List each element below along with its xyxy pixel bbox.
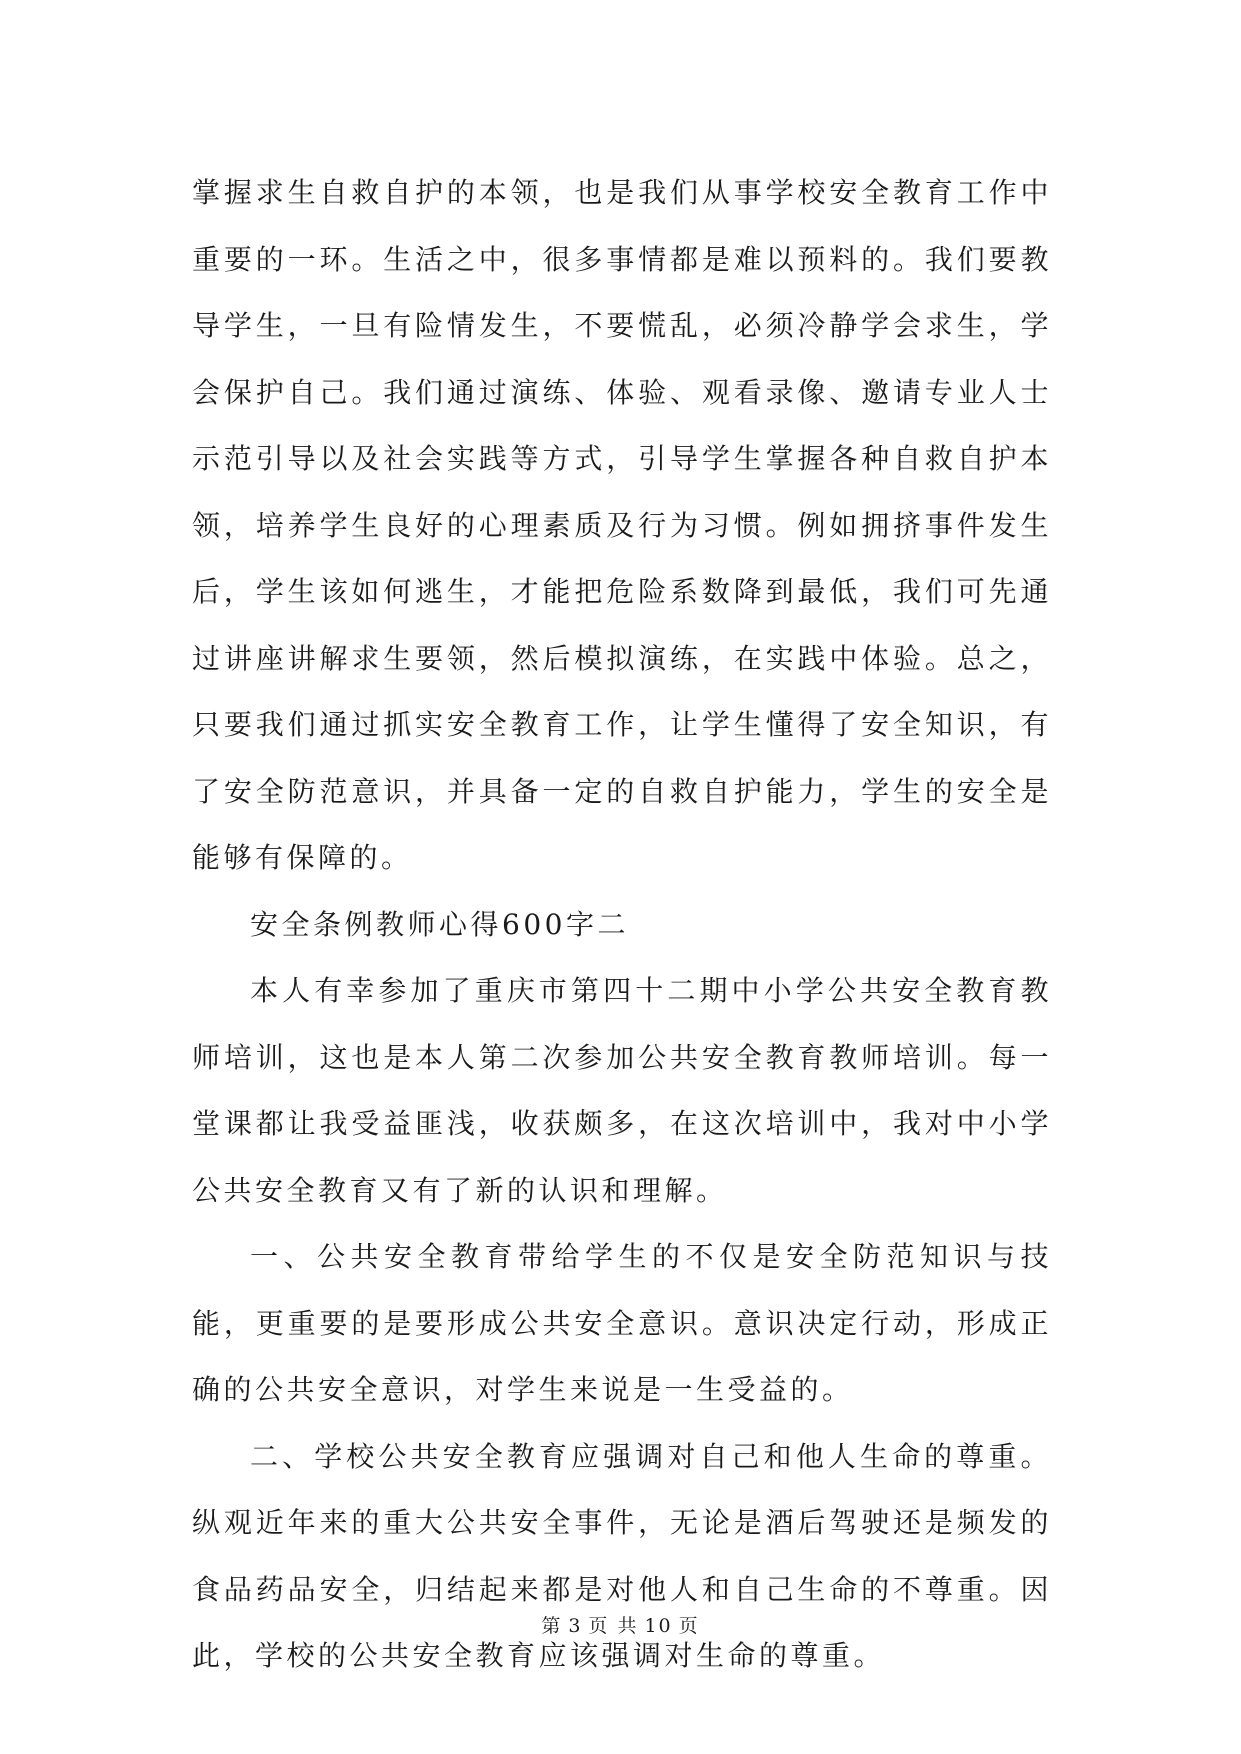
body-paragraph-2: 本人有幸参加了重庆市第四十二期中小学公共安全教育教师培训，这也是本人第二次参加公共安全教育教师培训。每一堂课都让我受益匪浅，收获颇多，在这次培训中，我对中小学公共安全教育又有了新的认识和理解。 [192,974,1052,1207]
body-paragraph-4: 二、学校公共安全教育应强调对自己和他人生命的尊重。纵观近年来的重大公共安全事件，无论是酒后驾驶还是频发的食品药品安全，归结起来都是对他人和自己生命的不尊重。因此，学校的公共安全教育应该强调对生命的尊重。 [192,1439,1052,1672]
footer-prefix: 第 [541,1615,563,1637]
footer-current-page: 3 [568,1615,583,1637]
section-heading: 安全条例教师心得600字二 [250,907,629,941]
footer-total-pages: 10 [644,1615,673,1637]
body-paragraph-3: 一、公共安全教育带给学生的不仅是安全防范知识与技能，更重要的是要形成公共安全意识。意识决定行动，形成正确的公共安全意识，对学生来说是一生受益的。 [192,1240,1052,1406]
document-body [192,160,1052,1690]
footer-middle: 页 共 [588,1615,639,1637]
footer-suffix: 页 [678,1615,700,1637]
page-footer [0,1611,1241,1638]
body-paragraph-1: 掌握求生自救自护的本领，也是我们从事学校安全教育工作中重要的一环。生活之中，很多事情都是难以预料的。我们要教导学生，一旦有险情发生，不要慌乱，必须冷静学会求生，学会保护自己。我们通过演练、体验、观看录像、邀请专业人士示范引导以及社会实践等方式，引导学生掌握各种自救自护本领，培养学生良好的心理素质及行为习惯。例如拥挤事件发生后，学生该如何逃生，才能把危险系数降到最低，我们可先通过讲座讲解求生要领，然后模拟演练，在实践中体验。总之，只要我们通过抓实安全教育工作，让学生懂得了安全知识，有了安全防范意识，并具备一定的自救自护能力，学生的安全是能够有保障的。 [192,176,1052,874]
